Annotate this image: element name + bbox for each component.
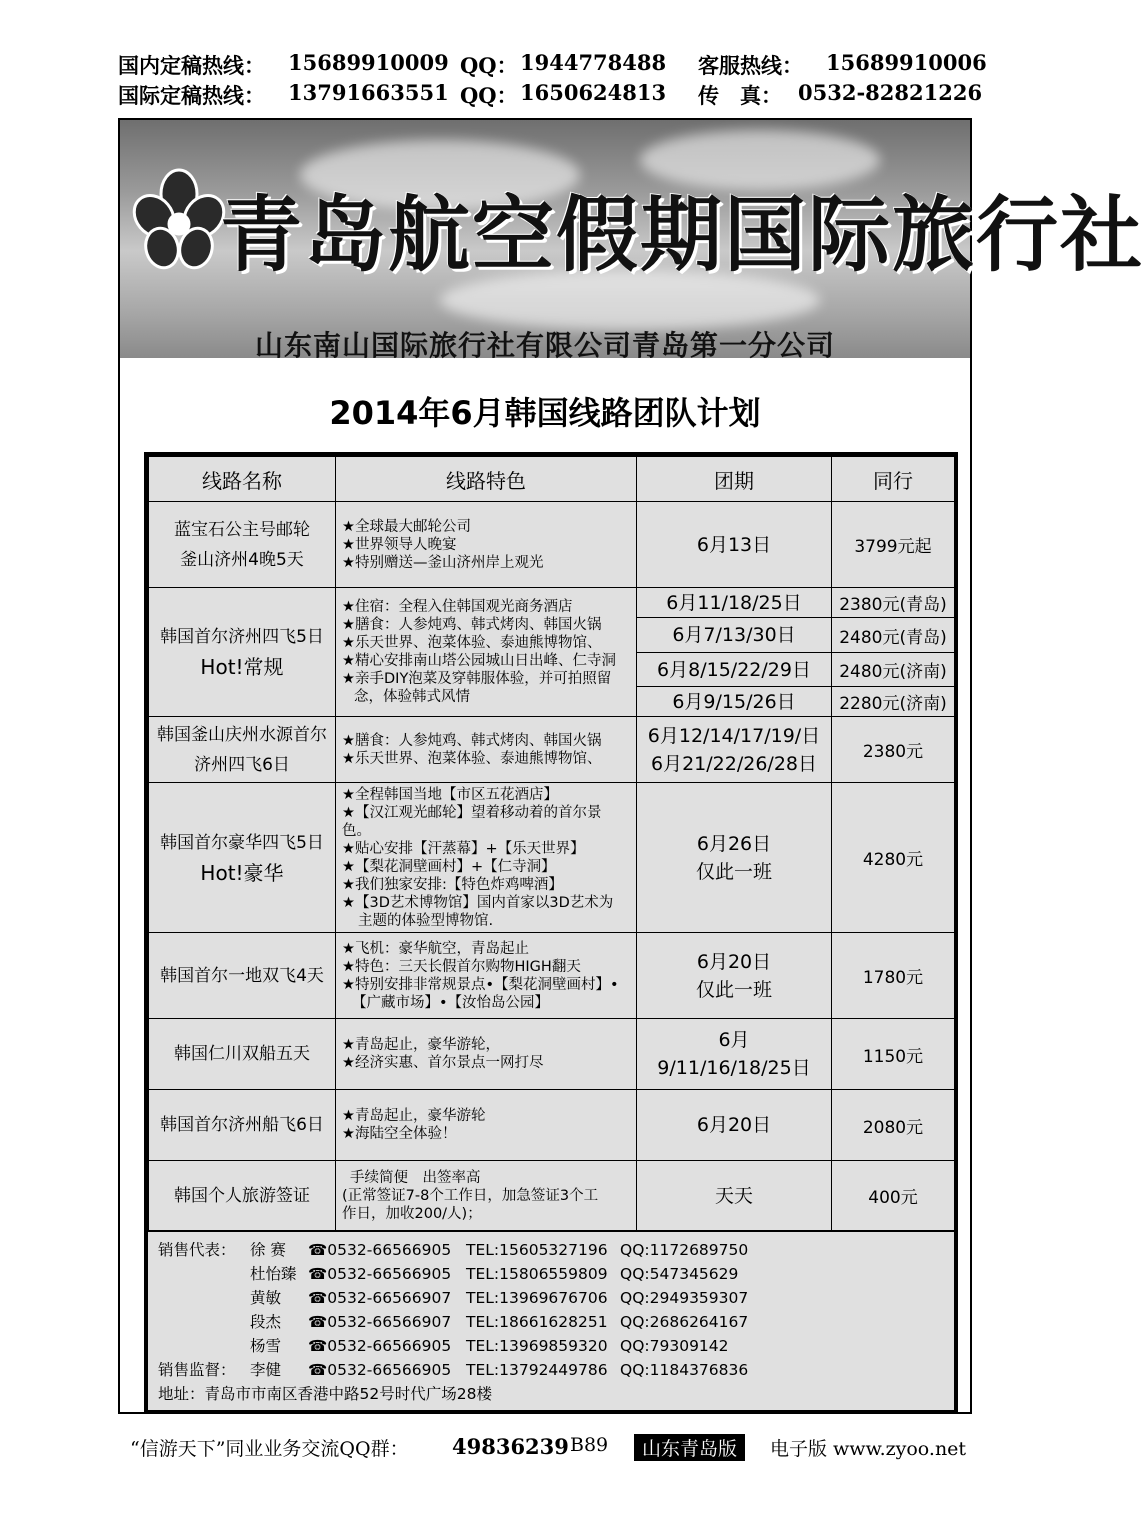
route-name: 韩国釜山庆州水源首尔 济州四飞6日	[149, 717, 336, 783]
route-features: 手续简便 出签率高 (正常签证7-8个工作日，加急签证3个工 作日，加收200/人)；	[336, 1161, 637, 1231]
list-item	[158, 1310, 944, 1334]
supervisor-tel: TEL:13792449786	[466, 1361, 608, 1379]
table-row	[149, 502, 955, 588]
brand-subtitle: 山东南山国际旅行社有限公司青岛第一分公司	[254, 329, 835, 362]
price: 3799元起	[832, 502, 955, 588]
rep-qq: QQ:79309142	[620, 1337, 729, 1355]
supervisor-phone: ☎0532-66566905	[308, 1361, 452, 1379]
price: 2080元	[832, 1090, 955, 1161]
header-route-name: 线路名称	[149, 457, 336, 502]
qq2-label: QQ：	[460, 83, 518, 108]
table-row	[149, 1161, 955, 1231]
contacts-section	[148, 1231, 954, 1410]
header-route-feature: 线路特色	[336, 457, 637, 502]
supervisor-label: 销售监督：	[158, 1361, 236, 1379]
rep-name: 黄敏	[250, 1289, 282, 1307]
service-hotline-phone: 15689910006	[826, 50, 987, 75]
intl-hotline-phone: 13791663551	[288, 80, 449, 105]
sales-label: 销售代表：	[158, 1241, 236, 1259]
group-date: 6月11/18/25日	[637, 588, 832, 618]
table-row	[149, 933, 955, 1019]
route-features: ★青岛起止，豪华游轮， ★经济实惠、首尔景点一网打尽	[336, 1019, 637, 1090]
fax-label: 传 真：	[698, 83, 782, 108]
route-features: ★全球最大邮轮公司 ★世界领导人晚宴 ★特别赠送—釜山济州岸上观光	[336, 502, 637, 588]
list-item	[158, 1238, 944, 1262]
group-date: 6月7/13/30日	[637, 618, 832, 653]
table-header-row	[149, 457, 955, 502]
list-item	[158, 1286, 944, 1310]
price: 400元	[832, 1161, 955, 1231]
group-date: 6月 9/11/16/18/25日	[637, 1019, 832, 1090]
route-name: 韩国首尔一地双飞4天	[149, 933, 336, 1019]
brand-banner	[120, 120, 1144, 362]
group-date: 6月13日	[637, 502, 832, 588]
footer-qq-group: 49836239	[452, 1434, 569, 1459]
list-item	[158, 1334, 944, 1358]
rep-qq: QQ:1172689750	[620, 1241, 749, 1259]
route-features: ★飞机：豪华航空，青岛起止 ★特色：三天长假首尔购物HIGH翻天 ★特别安排非常规景点•【梨花洞壁画村】• 【广藏市场】•【汝怡岛公园】	[336, 933, 637, 1019]
plan-title: 2014年6月韩国线路团队计划	[329, 394, 761, 432]
route-table	[144, 452, 958, 1414]
qq2-number: 1650624813	[520, 80, 667, 105]
price: 2480元(青岛)	[832, 618, 955, 653]
route-features: ★青岛起止，豪华游轮 ★海陆空全体验！	[336, 1090, 637, 1161]
group-date: 6月20日	[637, 1090, 832, 1161]
price: 1150元	[832, 1019, 955, 1090]
footer-site: 电子版 www.zyoo.net	[770, 1438, 967, 1460]
route-name: 韩国首尔济州船飞6日	[149, 1090, 336, 1161]
route-features: ★膳食：人参炖鸡、韩式烤肉、韩国火锅 ★乐天世界、泡菜体验、泰迪熊博物馆、	[336, 717, 637, 783]
domestic-hotline-phone: 15689910009	[288, 50, 449, 75]
group-date: 天天	[637, 1161, 832, 1231]
group-date: 6月26日 仅此一班	[637, 783, 832, 933]
service-hotline-label: 客服热线：	[698, 53, 803, 78]
list-item	[158, 1262, 944, 1286]
route-name: 韩国个人旅游签证	[149, 1161, 336, 1231]
header-group-date: 团期	[637, 457, 832, 502]
price: 2380元	[832, 717, 955, 783]
qq1-number: 1944778488	[520, 50, 667, 75]
header-peer-price: 同行	[832, 457, 955, 502]
group-date: 6月20日 仅此一班	[637, 933, 832, 1019]
footer-slogan: “信游天下”同业业务交流QQ群：	[130, 1438, 409, 1460]
rep-qq: QQ:547345629	[620, 1265, 739, 1283]
rep-phone: ☎0532-66566907	[308, 1289, 452, 1307]
rep-qq: QQ:2949359307	[620, 1289, 749, 1307]
rep-name: 徐 赛	[250, 1241, 286, 1259]
price: 1780元	[832, 933, 955, 1019]
supervisor-qq: QQ:1184376836	[620, 1361, 749, 1379]
list-item	[158, 1358, 944, 1382]
rep-tel: TEL:15605327196	[466, 1241, 608, 1259]
price: 2280元(济南)	[832, 687, 955, 717]
rep-phone: ☎0532-66566905	[308, 1337, 452, 1355]
fax-number: 0532-82821226	[798, 80, 983, 105]
table-row	[149, 717, 955, 783]
price: 4280元	[832, 783, 955, 933]
rep-tel: TEL:13969859320	[466, 1337, 608, 1355]
rep-name: 杨雪	[250, 1337, 282, 1355]
page-footer	[130, 1434, 980, 1464]
group-date: 6月8/15/22/29日	[637, 653, 832, 687]
rep-qq: QQ:2686264167	[620, 1313, 749, 1331]
list-item	[158, 1382, 944, 1406]
brand-title: 青岛航空假期国际旅行社	[220, 188, 1144, 283]
footer-page-number: B89	[570, 1434, 609, 1456]
rep-phone: ☎0532-66566907	[308, 1313, 452, 1331]
intl-hotline-label: 国际定稿热线：	[118, 83, 265, 108]
table-row	[149, 783, 955, 933]
domestic-hotline-label: 国内定稿热线：	[118, 53, 265, 78]
rep-tel: TEL:18661628251	[466, 1313, 608, 1331]
route-features: ★全程韩国当地【市区五花酒店】 ★【汉江观光邮轮】望着移动着的首尔景色。 ★贴心安排【汗蒸幕】+【乐天世界】 ★【梨花洞壁画村】+【仁寺洞】 ★我们独家安排:【特色炸鸡啤酒】 ★【3D艺术博物馆】国内首家以3D艺术为 主题的体验型博物馆.	[336, 783, 637, 933]
route-name: 蓝宝石公主号邮轮 釜山济州4晚5天	[149, 502, 336, 588]
rep-tel: TEL:13969676706	[466, 1289, 608, 1307]
route-name: 韩国首尔济州四飞5日 Hot!常规	[149, 588, 336, 717]
supervisor-name: 李健	[250, 1361, 282, 1379]
table-row	[149, 588, 955, 618]
route-name: 韩国首尔豪华四飞5日 Hot!豪华	[149, 783, 336, 933]
table-row	[149, 1019, 955, 1090]
rep-name: 杜怡臻	[250, 1265, 297, 1283]
table-row	[149, 1090, 955, 1161]
route-name: 韩国仁川双船五天	[149, 1019, 336, 1090]
address: 地址：青岛市市南区香港中路52号时代广场28楼	[158, 1385, 492, 1403]
price: 2480元(济南)	[832, 653, 955, 687]
qq1-label: QQ：	[460, 53, 518, 78]
route-features: ★住宿：全程入住韩国观光商务酒店 ★膳食：人参炖鸡、韩式烤肉、韩国火锅 ★乐天世界、泡菜体验、泰迪熊博物馆、 ★精心安排南山塔公园城山日出峰、仁寺洞 ★亲手DIY泡菜及穿韩服体验，并可拍照留 念，体验韩式风情	[336, 588, 637, 717]
rep-name: 段杰	[250, 1313, 282, 1331]
footer-edition-badge: 山东青岛版	[634, 1434, 745, 1461]
flower-logo-icon	[134, 166, 224, 276]
rep-tel: TEL:15806559809	[466, 1265, 608, 1283]
price: 2380元(青岛)	[832, 588, 955, 618]
group-date: 6月9/15/26日	[637, 687, 832, 717]
group-date: 6月12/14/17/19/日 6月21/22/26/28日	[637, 717, 832, 783]
rep-phone: ☎0532-66566905	[308, 1241, 452, 1259]
rep-phone: ☎0532-66566905	[308, 1265, 452, 1283]
